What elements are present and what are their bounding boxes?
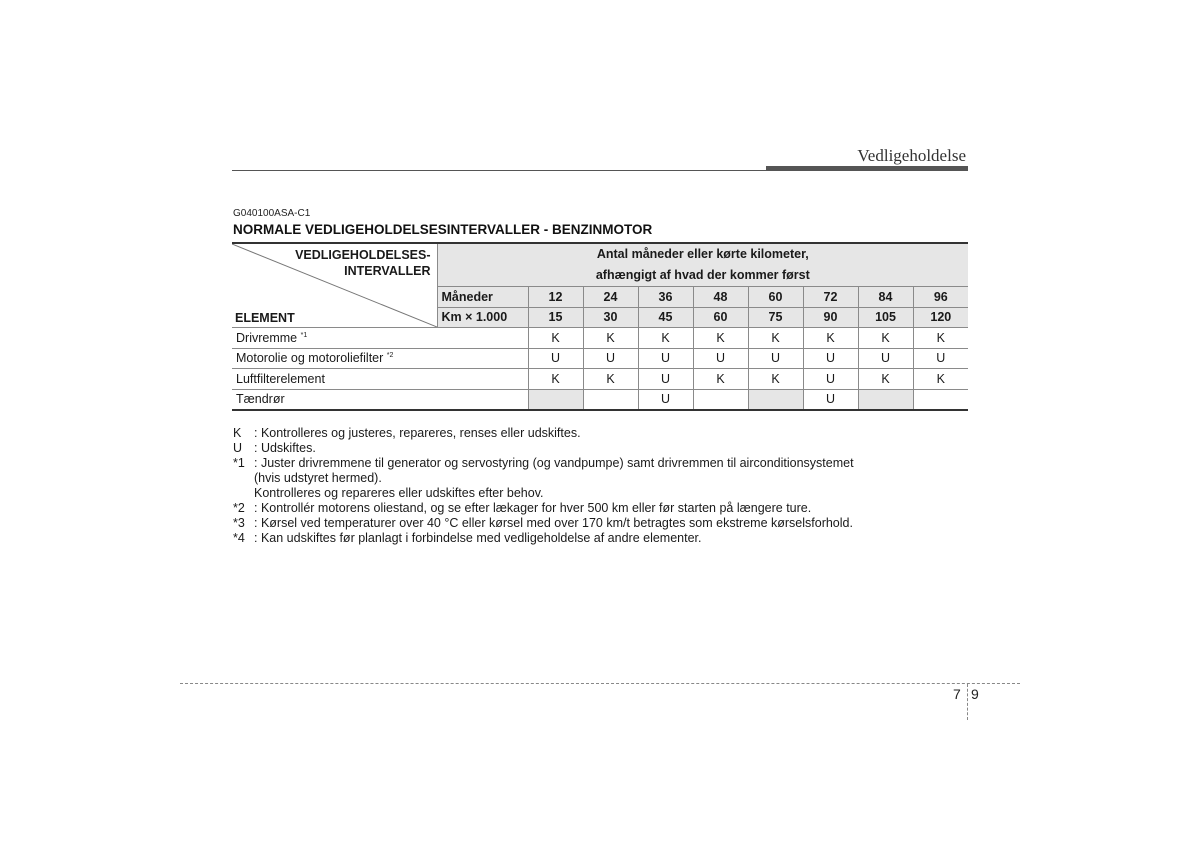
- interval-cell: K: [748, 328, 803, 349]
- km-cell: 75: [748, 307, 803, 328]
- table-row: [232, 348, 968, 369]
- note-item: [233, 441, 854, 456]
- interval-cell: K: [693, 328, 748, 349]
- interval-cell: U: [583, 348, 638, 369]
- interval-cell: K: [858, 369, 913, 390]
- footer-page-divider: [967, 684, 968, 720]
- interval-span-header: Antal måneder eller kørte kilometer, afhængigt af hvad der kommer først: [437, 243, 968, 287]
- interval-cell: K: [583, 369, 638, 390]
- interval-cell: [913, 389, 968, 410]
- element-name: Motorolie og motoroliefilter $^{*2}$: [232, 348, 528, 369]
- footer-dashed-rule: [180, 683, 1020, 684]
- interval-cell: [528, 389, 583, 410]
- table-row: [232, 389, 968, 410]
- note-item: [233, 426, 854, 441]
- note-key: *3: [233, 516, 245, 530]
- months-cell: 96: [913, 287, 968, 308]
- interval-cell: K: [638, 328, 693, 349]
- header-rule-accent: [766, 166, 968, 171]
- km-cell: 120: [913, 307, 968, 328]
- months-cell: 24: [583, 287, 638, 308]
- note-text: : Kontrolleres og justeres, repareres, renses eller udskiftes.: [254, 426, 581, 440]
- note-text: : Kan udskiftes før planlagt i forbindelse med vedligeholdelse af andre elementer.: [254, 531, 702, 545]
- km-label: Km × 1.000: [437, 307, 528, 328]
- km-cell: 90: [803, 307, 858, 328]
- note-item: [233, 531, 854, 546]
- months-cell: 12: [528, 287, 583, 308]
- note-key: *1: [233, 456, 245, 470]
- months-cell: 36: [638, 287, 693, 308]
- interval-cell: [748, 389, 803, 410]
- interval-cell: U: [803, 348, 858, 369]
- interval-cell: K: [913, 369, 968, 390]
- note-text: : Kontrollér motorens oliestand, og se efter lækager for hver 500 km eller før starten på længere ture.: [254, 501, 812, 515]
- table-row: [232, 328, 968, 349]
- interval-cell: U: [858, 348, 913, 369]
- element-name: Tændrør: [232, 389, 528, 410]
- interval-cell: K: [528, 328, 583, 349]
- months-cell: 60: [748, 287, 803, 308]
- interval-cell: U: [638, 369, 693, 390]
- interval-cell: [583, 389, 638, 410]
- table-corner-cell: [232, 243, 437, 328]
- km-cell: 30: [583, 307, 638, 328]
- note-key: *2: [233, 501, 245, 515]
- element-name: Luftfilterelement: [232, 369, 528, 390]
- km-cell: 15: [528, 307, 583, 328]
- interval-cell: U: [638, 389, 693, 410]
- interval-cell: [858, 389, 913, 410]
- interval-cell: K: [748, 369, 803, 390]
- interval-cell: K: [583, 328, 638, 349]
- document-title: NORMALE VEDLIGEHOLDELSESINTERVALLER - BENZINMOTOR: [233, 222, 653, 237]
- note-key: K: [233, 426, 242, 440]
- months-cell: 72: [803, 287, 858, 308]
- note-text: : Udskiftes.: [254, 441, 316, 455]
- interval-cell: U: [638, 348, 693, 369]
- interval-cell: U: [803, 369, 858, 390]
- months-label: Måneder: [437, 287, 528, 308]
- element-name: Drivremme $^{*1}$: [232, 328, 528, 349]
- interval-cell: K: [913, 328, 968, 349]
- interval-cell: K: [803, 328, 858, 349]
- note-key: *4: [233, 531, 245, 545]
- km-cell: 45: [638, 307, 693, 328]
- months-cell: 84: [858, 287, 913, 308]
- interval-cell: U: [913, 348, 968, 369]
- page-number: 9: [971, 686, 979, 702]
- maintenance-table: [232, 242, 968, 411]
- table-row: [232, 369, 968, 390]
- document-code: G040100ASA-C1: [233, 208, 311, 219]
- interval-cell: K: [693, 369, 748, 390]
- legend-notes: [233, 426, 854, 546]
- km-cell: 60: [693, 307, 748, 328]
- corner-interval-label: VEDLIGEHOLDELSES- INTERVALLER: [295, 248, 431, 278]
- corner-element-label: ELEMENT: [235, 311, 295, 325]
- note-text: : Kørsel ved temperaturer over 40 °C eller kørsel med over 170 km/t betragtes som ekstreme kørselsforhold.: [254, 516, 853, 530]
- interval-cell: U: [803, 389, 858, 410]
- note-item: [233, 456, 854, 501]
- interval-cell: U: [693, 348, 748, 369]
- interval-cell: U: [528, 348, 583, 369]
- interval-cell: K: [528, 369, 583, 390]
- interval-cell: K: [858, 328, 913, 349]
- note-item: [233, 501, 854, 516]
- km-cell: 105: [858, 307, 913, 328]
- note-item: [233, 516, 854, 531]
- note-text: : Juster drivremmene til generator og servostyring (og vandpumpe) samt drivremmen til airconditionsystemet (hvis udstyret hermed). Kontrolleres og repareres eller udskiftes efter behov.: [254, 456, 854, 500]
- section-title: Vedligeholdelse: [857, 146, 966, 165]
- chapter-number: 7: [953, 686, 961, 702]
- interval-cell: [693, 389, 748, 410]
- interval-cell: U: [748, 348, 803, 369]
- months-cell: 48: [693, 287, 748, 308]
- note-key: U: [233, 441, 243, 455]
